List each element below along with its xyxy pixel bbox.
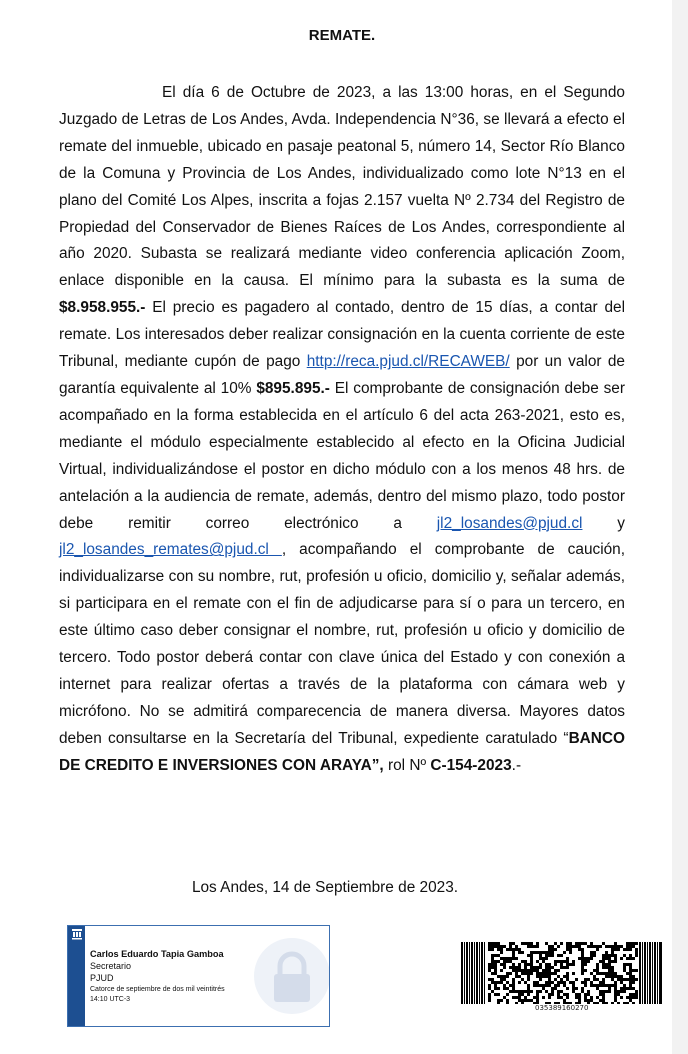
case-number: C-154-2023 — [430, 756, 512, 774]
body-paragraph — [59, 80, 625, 780]
text-and: y — [582, 514, 625, 532]
signer-name: Carlos Eduardo Tapia Gamboa — [90, 949, 224, 959]
text-intro: El día 6 de Octubre de 2023, a las 13:00 horas, en el Segundo Juzgado de Letras de Los Andes, Avda. Independencia N°36, se llevará a efecto el remate del inmueble, ubicado en pasaje peatonal 5, número 14, Sector Río Blanco de la Comuna y Provincia de Los Andes, individualizado como lote N°13 en el plano del Comité Los Alpes, inscrita a fojas 2.157 vuelta Nº 2.734 del Registro de Propiedad del Conservador de Bienes Raíces de Los Andes, correspondiente al año 2020. Subasta se realizará mediante video conferencia aplicación Zoom, enlace disponible en la causa. El mínimo para la subasta es la suma de — [59, 84, 625, 290]
email-link-remates[interactable]: jl2_losandes_remates@pjud.cl — [59, 541, 282, 559]
electronic-signature-box — [67, 925, 330, 1027]
text-rol: rol Nº — [383, 756, 431, 774]
signer-organization: PJUD — [90, 973, 114, 983]
text-after-guarantee: El comprobante de consignación debe ser acompañado en la forma establecida en el artículo 6 del acta 263-2021, esto es, mediante el módulo especialmente establecido al efecto en la Oficina Judicial Virtual, individualizándose el postor en dicho módulo con a los menos 48 hrs. de antelación a la audiencia de remate, además, dentro del mismo plazo, todo postor debe remitir correo electrónico a — [59, 379, 625, 532]
case-name: BANCO DE CREDITO E INVERSIONES CON ARAYA”, — [59, 729, 625, 774]
signer-role: Secretario — [90, 961, 132, 971]
recaweb-link[interactable]: http://reca.pjud.cl/RECAWEB/ — [306, 353, 510, 371]
signature-date: Catorce de septiembre de dos mil veintitrés — [90, 986, 225, 993]
institution-icon — [70, 928, 83, 940]
verification-code: 035389160270 — [535, 1004, 589, 1012]
lock-icon — [252, 936, 330, 1016]
signature-time: 14:10 UTC-3 — [90, 996, 131, 1003]
verification-barcode — [461, 942, 663, 1004]
text-after-emails: , acompañando el comprobante de caución, individualizarse con su nombre, rut, profesión u oficio, domicilio y, señalar además, si participara en el remate con el fin de adjudicarse para sí o para un tercero, en este último caso deber consignar el nombre, rut, profesión u oficio y domicilio de tercero. Todo postor deberá contar con clave única del Estado y con conexión a internet para realizar ofertas a través de la plataforma con cámara web y micrófono. No se admitirá comparecencia de manera diversa. Mayores datos deben consultarse en la Secretaría del Tribunal, expediente caratulado “ — [59, 541, 626, 747]
signature-side-bar — [68, 926, 85, 1026]
text-end: .- — [511, 756, 522, 774]
place-date-line: Los Andes, 14 de Septiembre de 2023. — [191, 879, 459, 896]
document-body — [59, 80, 625, 780]
minimum-amount: $8.958.955.- — [59, 299, 146, 317]
text-after-min: El precio es pagadero al contado, dentro de 15 días, a contar del remate. Los interesados deber realizar consignación en la cuenta corriente de este Tribunal, mediante cupón de pago — [59, 299, 625, 371]
email-link-primary[interactable]: jl2_losandes@pjud.cl — [436, 514, 583, 532]
text-after-link: por un valor de garantía equivalente al 10% — [59, 353, 625, 397]
signature-details — [90, 948, 225, 1004]
guarantee-amount: $895.895.- — [256, 379, 330, 397]
document-title: REMATE. — [308, 27, 376, 44]
